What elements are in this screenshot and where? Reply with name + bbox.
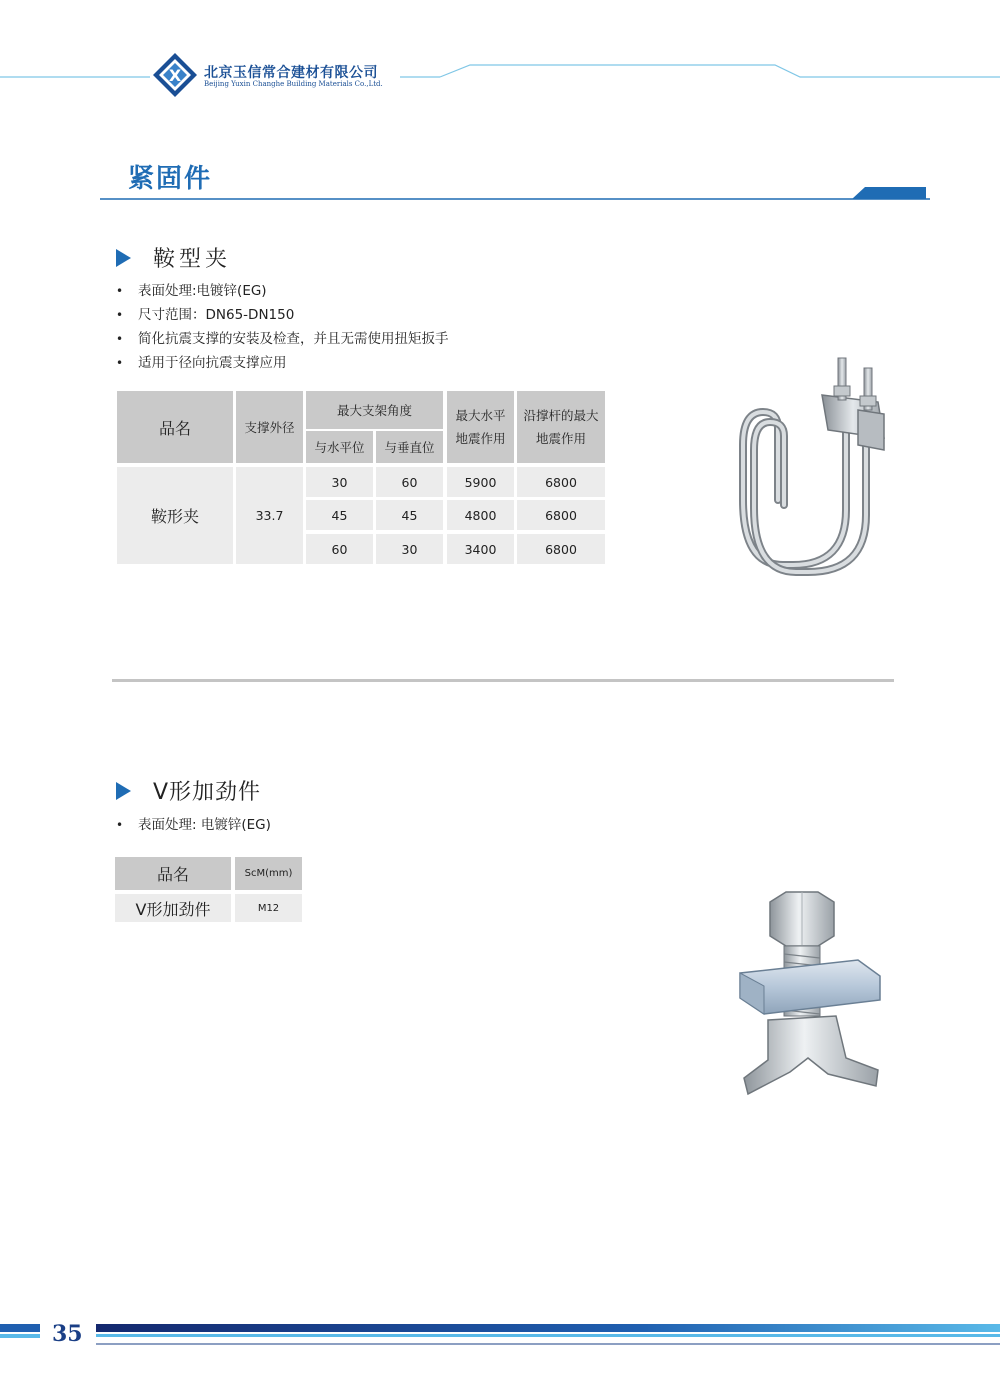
product-title: 鞍型夹: [153, 247, 232, 272]
cell-angle-horizontal: 45: [306, 500, 373, 530]
list-item: • 适用于径向抗震支撑应用: [116, 351, 449, 375]
cell-product-name: 鞍形夹: [117, 467, 233, 564]
header-spec: ScM(mm): [235, 857, 302, 890]
product-heading-saddle-clamp: [116, 242, 231, 273]
header-name: 品名: [117, 391, 233, 463]
header-name: 品名: [115, 857, 231, 890]
header-line: 地震作用: [535, 431, 586, 446]
section-title-rule: [100, 184, 930, 202]
list-item: • 表面处理: 电镀锌(EG): [116, 813, 271, 837]
company-logo: [152, 52, 198, 98]
cell-angle-vertical: 30: [376, 534, 443, 564]
product-title: V形加劲件: [153, 780, 262, 805]
header-angle-horizontal: 与水平位: [306, 431, 373, 463]
cell-max-horizontal: 5900: [447, 467, 514, 497]
header-line: 最大水平: [455, 408, 506, 423]
header-max-horizontal: [447, 391, 514, 463]
cell-product-name: V形加劲件: [115, 894, 231, 922]
cell-angle-horizontal: 60: [306, 534, 373, 564]
company-name-cn: 北京玉信常合建材有限公司: [204, 65, 378, 81]
cell-angle-vertical: 45: [376, 500, 443, 530]
list-item: • 表面处理:电镀锌(EG): [116, 279, 449, 303]
header-decor-line: [0, 0, 1000, 100]
triangle-bullet-icon: [116, 782, 131, 800]
company-name-en: Beijing Yuxin Changhe Building Materials Co.,Ltd.: [204, 80, 383, 88]
header-diameter: 支撑外径: [236, 391, 303, 463]
cell-max-horizontal: 3400: [447, 534, 514, 564]
cell-spec: M12: [235, 894, 302, 922]
logo-letter: X: [168, 66, 182, 85]
list-item: • 简化抗震支撑的安装及检查，并且无需使用扭矩扳手: [116, 327, 449, 351]
v-stiffener-image: [718, 888, 898, 1113]
feature-list: [116, 813, 271, 837]
saddle-clamp-image: [718, 350, 908, 580]
cell-angle-horizontal: 30: [306, 467, 373, 497]
product-heading-v-stiffener: [116, 775, 261, 806]
page-number: 35: [52, 1321, 83, 1347]
feature-list: [116, 279, 449, 375]
cell-angle-vertical: 60: [376, 467, 443, 497]
cell-max-axial: 6800: [517, 467, 605, 497]
header-line: 沿撑杆的最大: [523, 408, 599, 423]
section-divider: [112, 679, 894, 682]
section-title: 紧固件: [128, 164, 213, 194]
header-angle-group: 最大支架角度: [306, 391, 443, 429]
header-line: 地震作用: [455, 431, 506, 446]
footer-bar: [0, 1320, 1000, 1350]
cell-diameter: 33.7: [236, 467, 303, 564]
triangle-bullet-icon: [116, 249, 131, 267]
cell-max-axial: 6800: [517, 500, 605, 530]
header-angle-vertical: 与垂直位: [376, 431, 443, 463]
cell-max-horizontal: 4800: [447, 500, 514, 530]
cell-max-axial: 6800: [517, 534, 605, 564]
header-max-axial: [517, 391, 605, 463]
list-item: • 尺寸范围：DN65-DN150: [116, 303, 449, 327]
